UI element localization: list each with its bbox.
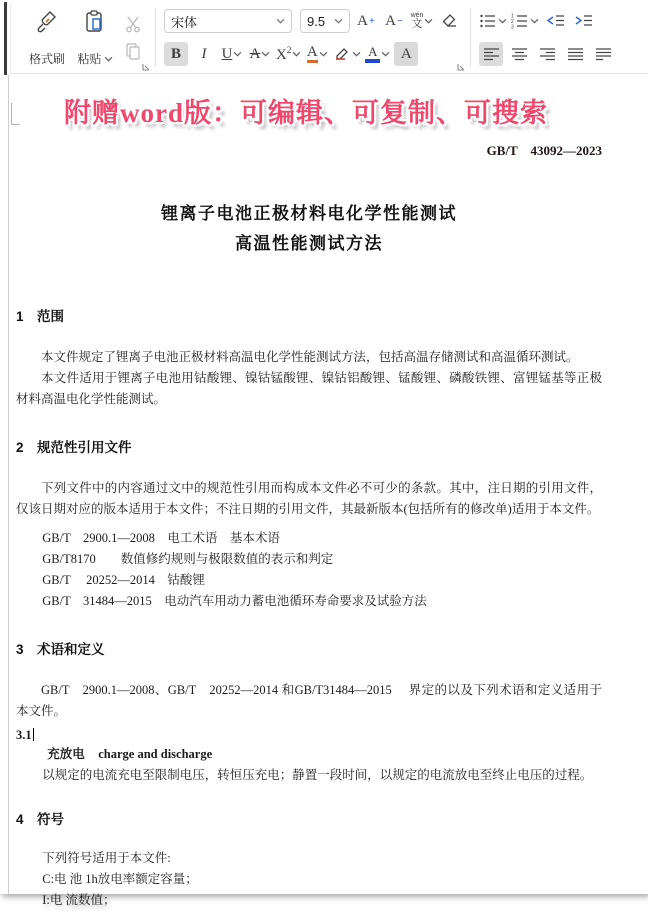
bold-button[interactable]: B xyxy=(164,42,188,66)
font-size-select[interactable] xyxy=(300,9,350,33)
chevron-down-icon xyxy=(233,51,242,57)
font-color-button[interactable] xyxy=(365,42,390,66)
torn-partial-line: I:电 流数值； xyxy=(42,893,116,907)
ribbon-toolbar xyxy=(10,0,648,74)
decrease-indent-button[interactable] xyxy=(543,9,567,33)
numbered-list-button[interactable] xyxy=(511,9,539,33)
paste-label: 粘贴 xyxy=(77,50,112,67)
chevron-down-icon xyxy=(530,18,539,24)
indent-icon xyxy=(573,13,593,29)
strikethrough-button[interactable]: A xyxy=(248,42,272,66)
title-line-1: 锂离子电池正极材料电化学性能测试 xyxy=(161,204,457,223)
term-line xyxy=(16,744,602,765)
section-3-paragraph-1: GB/T 2900.1—2008、GB/T 20252—2014 和GB/T31484—2015 界定的以及下列术语和定义适用于本文件。 xyxy=(16,683,602,718)
decrease-font-button[interactable]: A − xyxy=(385,12,403,29)
title-line-2: 高温性能测试方法 xyxy=(235,234,383,253)
section-2-paragraph-1: 下列文件中的内容通过文中的规范性引用而构成本文件必不可少的条款。其中，注日期的引用文件，仅该日期对应的版本适用于本文件；不注日期的引用文件，其最新版本(包括所有的修改单)适用于本文件。 xyxy=(16,481,602,516)
brush-icon xyxy=(34,9,60,35)
chevron-down-icon xyxy=(498,18,507,24)
section-1-heading: 1 范围 xyxy=(16,309,65,324)
character-highlight-button[interactable]: A xyxy=(394,42,418,66)
font-color-icon: A xyxy=(365,45,380,63)
distribute-icon xyxy=(595,47,612,61)
numbered-list-icon xyxy=(511,13,529,29)
subsection-3-1: 3.1 xyxy=(16,728,32,742)
align-left-button[interactable] xyxy=(479,42,503,66)
toolbar-separator xyxy=(155,8,156,67)
clipboard-icon xyxy=(82,9,108,35)
font-group xyxy=(158,6,468,69)
clear-format-button[interactable] xyxy=(438,9,462,33)
font-name-value: 宋体 xyxy=(171,14,198,30)
highlight-pen-icon xyxy=(333,46,351,62)
font-dialog-launcher[interactable] xyxy=(456,59,466,69)
font-row-2 xyxy=(164,39,462,69)
outdent-icon xyxy=(545,13,565,29)
symbol-line-c: C:电 池 1h放电率额定容量； xyxy=(42,872,198,886)
section-4-paragraph-1: 下列符号适用于本文件: xyxy=(42,851,171,865)
pinyin-guide-icon: wén 文 xyxy=(410,12,424,30)
copy-pages-icon xyxy=(124,42,142,60)
text-cursor xyxy=(33,728,34,741)
promo-banner: 附赠word版：可编辑、可复制、可搜索 xyxy=(64,98,548,128)
chevron-down-icon xyxy=(352,51,361,57)
page-left-border xyxy=(8,75,9,894)
justify-button[interactable] xyxy=(563,42,587,66)
increase-font-button[interactable]: A + xyxy=(357,12,375,29)
term-chinese: 充放电 xyxy=(47,747,85,761)
eraser-icon xyxy=(441,13,459,29)
align-right-button[interactable] xyxy=(535,42,559,66)
chevron-down-icon xyxy=(276,18,285,24)
reference-item: GB/T 2900.1—2008 电工术语 基本术语 xyxy=(42,531,280,545)
chevron-down-icon xyxy=(261,51,270,57)
document-body xyxy=(0,140,648,911)
align-left-icon xyxy=(483,47,500,61)
paragraph-group xyxy=(473,6,621,69)
chevron-down-icon xyxy=(381,51,390,57)
scissors-icon xyxy=(124,15,142,33)
font-size-value: 9.5 xyxy=(307,13,326,29)
paragraph-row-2 xyxy=(479,39,615,69)
window-left-edge xyxy=(4,2,7,76)
align-center-button[interactable] xyxy=(507,42,531,66)
distribute-button[interactable] xyxy=(591,42,615,66)
format-painter-button[interactable] xyxy=(23,6,71,68)
section-2-heading: 2 规范性引用文件 xyxy=(16,440,132,455)
document-page[interactable] xyxy=(0,75,648,907)
chevron-down-icon xyxy=(292,51,301,57)
chevron-down-icon xyxy=(334,18,343,24)
superscript-button[interactable]: $X^2$ xyxy=(276,42,301,66)
section-4-heading: 4 符号 xyxy=(16,812,65,827)
increase-indent-button[interactable] xyxy=(571,9,595,33)
justify-icon xyxy=(567,47,584,61)
pinyin-guide-button[interactable] xyxy=(410,9,434,33)
svg-text:1: 1 xyxy=(511,13,514,20)
text-highlight-button[interactable] xyxy=(333,42,361,66)
svg-text:3: 3 xyxy=(511,24,514,31)
dialog-launcher-icon xyxy=(456,62,466,72)
font-row-1 xyxy=(164,6,462,36)
term-definition: 以规定的电流充电至限制电压，转恒压充电；静置一段时间，以规定的电流放电至终止电压的过程。 xyxy=(42,768,593,782)
align-center-icon xyxy=(511,47,528,61)
reference-item: GB/T 20252—2014 钴酸锂 xyxy=(42,573,205,587)
paste-button[interactable] xyxy=(71,6,119,68)
italic-button[interactable]: I xyxy=(201,45,207,62)
cut-button[interactable] xyxy=(121,12,145,36)
standard-number: GB/T 43092—2023 xyxy=(486,143,602,158)
chevron-down-icon xyxy=(104,56,113,62)
bullet-list-button[interactable] xyxy=(479,9,507,33)
margin-crop-mark xyxy=(11,103,20,125)
clipboard-dialog-launcher[interactable] xyxy=(141,59,151,69)
section-1-paragraph-2: 本文件适用于锂离子电池用钴酸锂、镍钴锰酸锂、镍钴铝酸锂、锰酸锂、磷酸铁锂、富锂锰基等正极材料高温电化学性能测试。 xyxy=(16,371,602,406)
document-title xyxy=(16,199,602,259)
chevron-down-icon xyxy=(424,18,433,24)
chevron-down-icon xyxy=(319,51,328,57)
term-english: charge and discharge xyxy=(98,747,213,761)
bullet-list-icon xyxy=(479,13,497,29)
paragraph-row-1 xyxy=(479,6,615,36)
svg-text:2: 2 xyxy=(511,19,514,25)
section-3-heading: 3 术语和定义 xyxy=(16,642,105,657)
section-1-paragraph-1: 本文件规定了锂离子电池正极材料高温电化学性能测试方法，包括高温存储测试和高温循环测试。 xyxy=(41,350,579,364)
toolbar-separator xyxy=(470,8,471,67)
reference-item: GB/T 31484—2015 电动汽车用动力蓄电池循环寿命要求及试验方法 xyxy=(42,594,427,608)
character-shading-button[interactable]: A xyxy=(305,42,329,66)
dialog-launcher-icon xyxy=(141,62,151,72)
clipboard-group xyxy=(17,6,153,69)
reference-item: GB/T8170 数值修约规则与极限数值的表示和判定 xyxy=(42,552,334,566)
format-painter-label: 格式刷 xyxy=(28,52,65,66)
underline-button[interactable]: U xyxy=(220,42,244,66)
font-name-select[interactable] xyxy=(164,9,292,33)
align-right-icon xyxy=(539,47,556,61)
